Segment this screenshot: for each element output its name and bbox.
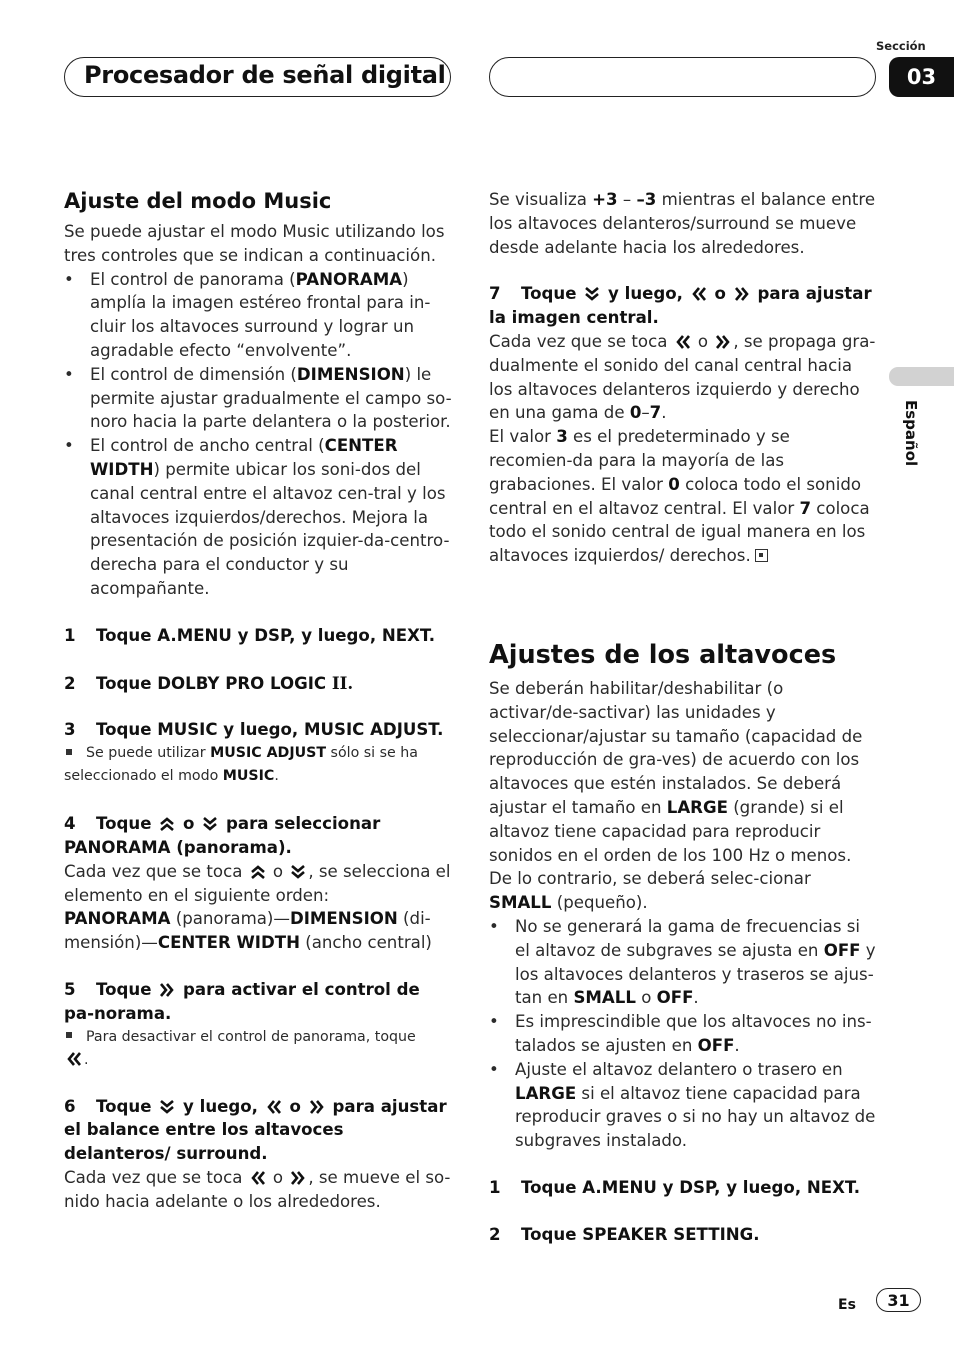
right-column xyxy=(489,188,877,1246)
section-heading-music: Ajuste del modo Music xyxy=(64,189,332,213)
step-5-note: Para desactivar el control de panorama, toque . xyxy=(64,1026,452,1072)
down-chevron-icon xyxy=(159,1099,175,1115)
section-label: Sección xyxy=(876,39,926,53)
header-empty-frame xyxy=(489,57,876,97)
down-chevron-icon xyxy=(202,816,218,832)
step-6: 6 Toque y luego, o para ajustar el balance entre los altavoces delanteros/ surround. xyxy=(64,1096,447,1164)
step-7: 7 Toque y luego, o para ajustar la imagen central. xyxy=(489,284,872,328)
step-7-body-2: El valor 3 es el predeterminado y se recomien-da para la mayoría de las grabaciones. El valor 0 coloca todo el sonido central en el altavoz central. El valor 7 coloca todo el sonido central de igual manera en los altavoces izquierdos/ derechos. xyxy=(489,427,870,566)
speakers-step-1: 1 Toque A.MENU y DSP, y luego, NEXT. xyxy=(489,1177,861,1197)
step-6-body: Cada vez que se toca o , se mueve el so-nido hacia adelante o los alrededores. xyxy=(64,1167,451,1211)
step-3-note: Se puede utilizar MUSIC ADJUST sólo si se ha seleccionado el modo MUSIC. xyxy=(64,745,418,785)
music-bullet-panorama: • El control de panorama (PANORAMA) amplía la imagen estéreo frontal para in-cluir los altavoces surround y lograr un agradable efecto “envolvente”. xyxy=(64,269,431,360)
up-chevron-icon xyxy=(250,864,266,880)
page-number: 31 xyxy=(876,1288,921,1312)
step-3: 3 Toque MUSIC y luego, MUSIC ADJUST. xyxy=(64,720,444,740)
step-2: 2 Toque DOLBY PRO LOGIC II. xyxy=(64,672,354,693)
speakers-bullet-off: • Es imprescindible que los altavoces no ins-talados se ajusten en OFF. xyxy=(489,1012,872,1055)
left-chevron-icon xyxy=(250,1170,266,1186)
page-title: Procesador de señal digital xyxy=(84,61,446,89)
balance-display-text: Se visualiza +3 – –3 mientras el balance entre los altavoces delanteros/surround se mueve desde adelante hacia los alrededores. xyxy=(489,190,876,257)
left-chevron-icon xyxy=(66,1051,82,1067)
language-tab-label: Español xyxy=(902,400,920,467)
left-chevron-icon xyxy=(266,1099,282,1115)
section-heading-speakers: Ajustes de los altavoces xyxy=(489,639,837,670)
speakers-bullet-frequency: • No se generará la gama de frecuencias si el altavoz de subgraves se ajusta en OFF y los altavoces delanteros y traseros se ajus-tan en SMALL o OFF. xyxy=(489,916,876,1008)
left-chevron-icon xyxy=(691,286,707,302)
end-mark-icon xyxy=(755,549,768,562)
right-chevron-icon xyxy=(715,334,731,350)
step-4: 4 Toque o para seleccionar PANORAMA (panorama). xyxy=(64,814,381,857)
down-chevron-icon xyxy=(584,286,600,302)
down-chevron-icon xyxy=(290,864,306,880)
step-5: 5 Toque para activar el control de pa-norama. xyxy=(64,979,420,1023)
step-4-body: Cada vez que se toca o , se selecciona el elemento en el siguiente orden: xyxy=(64,861,451,905)
up-chevron-icon xyxy=(159,816,175,832)
section-number-badge: 03 xyxy=(889,57,954,97)
left-chevron-icon xyxy=(675,334,691,350)
step-7-body: Cada vez que se toca o , se propaga gra-dualmente el sonido del canal central hacia los altavoces delanteros izquierdo y derecho en una gama de 0–7. xyxy=(489,331,876,423)
step-1: 1 Toque A.MENU y DSP, y luego, NEXT. xyxy=(64,625,436,645)
right-chevron-icon xyxy=(734,286,750,302)
speakers-step-2: 2 Toque SPEAKER SETTING. xyxy=(489,1224,760,1244)
music-bullet-center-width: • El control de ancho central (CENTER WIDTH) permite ubicar los soni-dos del canal central entre el altavoz cen-tral y los altavoces izquierdos/derechos. Mejora la presentación de posición izquier-da-centro-derecha para el conductor y su acompañante. xyxy=(64,436,450,598)
music-intro: Se puede ajustar el modo Music utilizando los tres controles que se indican a continuación. xyxy=(64,222,445,265)
right-chevron-icon xyxy=(290,1170,306,1186)
language-tab xyxy=(889,367,954,386)
step-4-order: PANORAMA (panorama)—DIMENSION (di-mensión)—CENTER WIDTH (ancho central) xyxy=(64,909,432,953)
speakers-intro: Se deberán habilitar/deshabilitar (o activar/de-sactivar) las unidades y seleccionar/ajustar su tamaño (capacidad de reproducción de gra-ves) de acuerdo con los altavoces que estén instalados. Se deberá ajustar el tamaño en LARGE (grande) si el altavoz tiene capacidad para reproducir sonidos en el orden de los 100 Hz o menos. De lo contrario, se deberá selec-cionar SMALL (pequeño). xyxy=(489,678,863,913)
right-chevron-icon xyxy=(159,982,175,998)
left-column xyxy=(64,188,452,1214)
footer-language: Es xyxy=(838,1297,856,1313)
speakers-bullet-large: • Ajuste el altavoz delantero o trasero en LARGE si el altavoz tiene capacidad para reproducir graves o si no hay un altavoz de subgraves instalado. xyxy=(489,1059,876,1151)
music-bullet-dimension: • El control de dimensión (DIMENSION) le permite ajustar gradualmente el campo so-noro hacia la parte delantera o la posterior. xyxy=(64,364,452,432)
right-chevron-icon xyxy=(309,1099,325,1115)
